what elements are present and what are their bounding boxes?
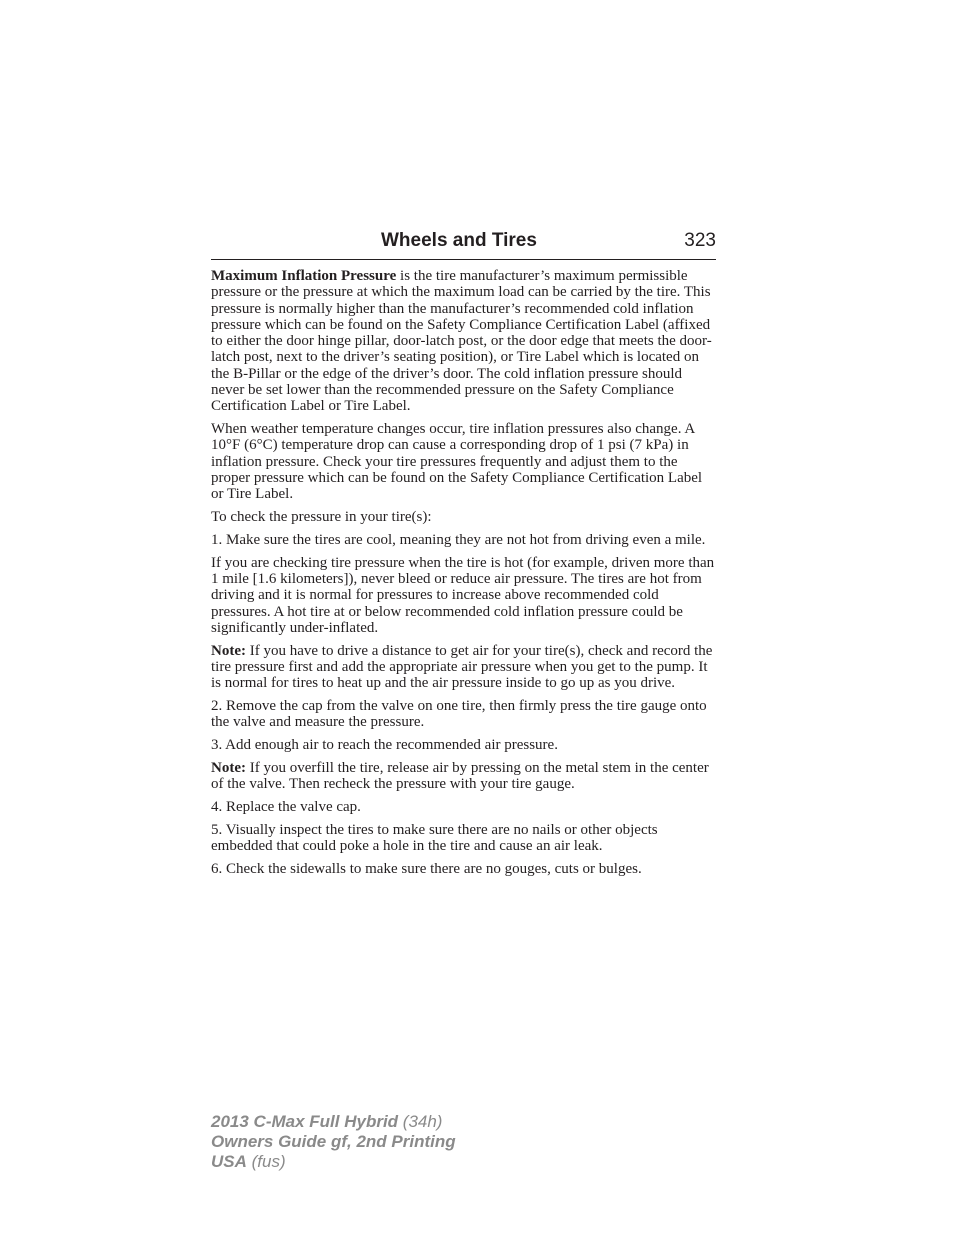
paragraph-check-intro: To check the pressure in your tire(s): [211,509,432,526]
step-5: 5. Visually inspect the tires to make sure there are no nails or other objects embedded that could poke a hole in the tire and cause an air leak. [211,821,658,855]
note-label: Note: [211,760,246,777]
term-max-inflation: Maximum Inflation Pressure [211,268,397,284]
paragraph-hot-tire: If you are checking tire pressure when the tire is hot (for example, driven more than 1 mile [1.6 kilometers]), never bleed or reduce air pressure. The tires are hot from driving and it is normal for pressures to increase above recommended cold pressures. A hot tire at or below recommended cold inflation pressure could be significantly under-inflated. [211,554,715,636]
page-footer [211,1112,456,1172]
footer-model-code: (34h) [398,1112,443,1131]
paragraph-temperature: When weather temperature changes occur, tire inflation pressures also change. A 10°F (6°C) temperature drop can cause a corresponding drop of 1 psi (7 kPa) in inflation pressure. Check your tire pressures frequently and adjust them to the proper pressure which can be found on the Safety Compliance Certification Label or Tire Label. [211,421,703,503]
footer-line-market [211,1152,456,1172]
footer-market: USA [211,1152,247,1171]
note-label: Note: [211,642,246,659]
footer-line-model [211,1112,456,1132]
step-6: 6. Check the sidewalls to make sure there are no gouges, cuts or bulges. [211,861,642,877]
section-title: Wheels and Tires [381,230,537,251]
footer-model: 2013 C-Max Full Hybrid [211,1112,399,1131]
footer-market-code: (fus) [246,1152,286,1171]
step-3: 3. Add enough air to reach the recommended air pressure. [211,737,558,754]
step-1: 1. Make sure the tires are cool, meaning they are not hot from driving even a mile. [211,531,706,548]
step-2: 2. Remove the cap from the valve on one tire, then firmly press the tire gauge onto the valve and measure the pressure. [211,698,707,731]
note-1 [211,643,716,692]
note-2-text: If you overfill the tire, release air by pressing on the metal stem in the center of the valve. Then recheck the pressure with your tire gauge. [211,760,709,793]
page-body [211,268,716,884]
note-2 [211,760,716,793]
page-number: 323 [684,230,716,251]
footer-line-guide [211,1132,456,1152]
page-header [211,228,716,260]
step-4: 4. Replace the valve cap. [211,799,361,816]
paragraph-max-inflation-text: is the tire manufacturer’s maximum permissible pressure or the pressure at which the maximum load can be carried by the tire. This pressure is normally higher than the manufacturer’s recommended cold inflation pressure which can be found on the Safety Compliance Certification Label (affixed to either the door hinge pillar, door-latch post, or the door edge that meets the door-latch post, next to the driver’s seating position), or Tire Label which is located on the B-Pillar or the edge of the driver’s door. The cold inflation pressure should never be set lower than the recommended pressure on the Safety Compliance Certification Label or Tire Label. [211,268,712,415]
paragraph-max-inflation [211,268,716,415]
footer-guide: Owners Guide gf, 2nd Printing [211,1132,456,1151]
note-1-text: If you have to drive a distance to get air for your tire(s), check and record the tire pressure first and add the appropriate air pressure when you get to the pump. It is normal for tires to heat up and the air pressure inside to go up as you drive. [211,642,713,692]
